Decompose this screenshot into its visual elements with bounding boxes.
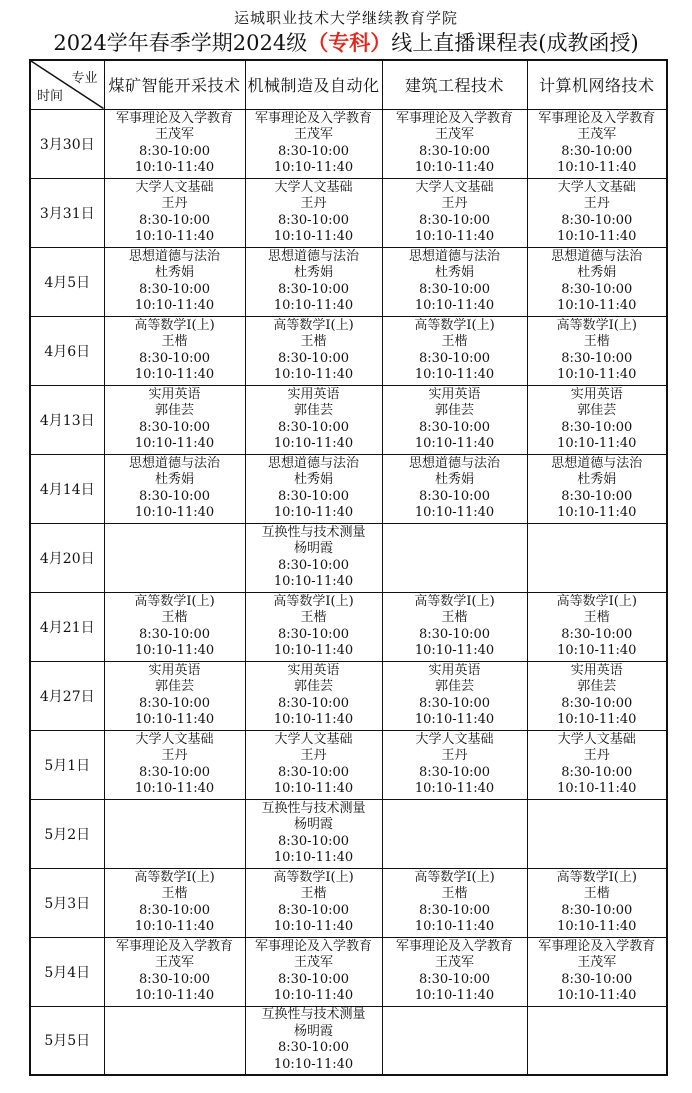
teacher-name: 王丹 xyxy=(583,196,610,211)
course-name: 高等数学Ⅰ(上) xyxy=(134,869,215,885)
date-cell: 5月1日 xyxy=(30,730,104,799)
school-name: 运城职业技术大学继续教育学院 xyxy=(233,9,458,27)
course-cell xyxy=(245,937,382,1006)
course-name: 思想道德与法治 xyxy=(267,248,359,264)
teacher-name: 王楷 xyxy=(161,334,188,349)
empty-cell xyxy=(527,799,667,868)
teacher-name: 杜秀娟 xyxy=(293,472,333,487)
session-time: 8:30-10:00 xyxy=(561,626,633,642)
course-cell xyxy=(245,454,382,523)
session-time: 8:30-10:00 xyxy=(418,626,491,642)
course-cell xyxy=(382,661,527,730)
course-cell xyxy=(527,109,667,178)
course-cell xyxy=(527,454,667,523)
teacher-name: 王楷 xyxy=(441,610,468,625)
course-cell xyxy=(245,178,382,247)
course-cell xyxy=(245,316,382,385)
course-name: 实用英语 xyxy=(148,386,201,402)
course-cell xyxy=(245,385,382,454)
session-time: 8:30-10:00 xyxy=(418,488,491,504)
header-row xyxy=(30,60,667,109)
session-time: 10:10-11:40 xyxy=(273,712,354,727)
teacher-name: 郭佳芸 xyxy=(154,679,194,694)
date-cell: 4月27日 xyxy=(30,661,104,730)
session-time: 8:30-10:00 xyxy=(277,695,350,711)
session-time: 8:30-10:00 xyxy=(277,902,350,918)
session-time: 10:10-11:40 xyxy=(273,850,354,865)
teacher-name: 杜秀娟 xyxy=(293,265,333,280)
empty-cell xyxy=(382,799,527,868)
session-time: 10:10-11:40 xyxy=(557,505,637,520)
session-time: 10:10-11:40 xyxy=(134,298,215,313)
course-name: 实用英语 xyxy=(570,386,623,402)
major-header: 机械制造及自动化 xyxy=(245,60,382,109)
teacher-name: 杜秀娟 xyxy=(577,472,617,487)
teacher-name: 王楷 xyxy=(161,610,188,625)
course-cell xyxy=(245,109,382,178)
course-cell xyxy=(245,247,382,316)
session-time: 8:30-10:00 xyxy=(138,350,211,366)
session-time: 8:30-10:00 xyxy=(138,764,211,780)
date-cell: 4月5日 xyxy=(30,247,104,316)
teacher-name: 杨明霞 xyxy=(293,541,333,556)
session-time: 10:10-11:40 xyxy=(414,298,495,313)
schedule-table xyxy=(29,59,668,1076)
teacher-name: 郭佳芸 xyxy=(154,403,194,418)
course-name: 大学人文基础 xyxy=(135,731,214,747)
session-time: 8:30-10:00 xyxy=(277,488,350,504)
date-cell: 5月5日 xyxy=(30,1006,104,1075)
teacher-name: 杨明霞 xyxy=(293,1023,333,1039)
table-row xyxy=(30,868,667,937)
teacher-name: 王丹 xyxy=(583,748,610,763)
session-time: 10:10-11:40 xyxy=(414,781,495,796)
session-time: 10:10-11:40 xyxy=(273,229,354,244)
teacher-name: 王楷 xyxy=(583,886,610,901)
teacher-name: 王楷 xyxy=(583,610,610,625)
course-cell xyxy=(382,937,527,1006)
date-cell: 4月14日 xyxy=(30,454,104,523)
session-time: 10:10-11:40 xyxy=(414,436,495,451)
session-time: 8:30-10:00 xyxy=(277,281,350,297)
course-cell xyxy=(527,592,667,661)
session-time: 10:10-11:40 xyxy=(557,436,637,451)
session-time: 8:30-10:00 xyxy=(277,1040,350,1056)
teacher-name: 王丹 xyxy=(161,196,188,211)
course-cell xyxy=(104,178,245,247)
session-time: 8:30-10:00 xyxy=(561,143,633,159)
teacher-name: 王丹 xyxy=(441,748,468,763)
course-name: 大学人文基础 xyxy=(274,731,353,747)
teacher-name: 郭佳芸 xyxy=(577,679,617,694)
course-cell xyxy=(104,868,245,937)
teacher-name: 杨明霞 xyxy=(293,817,333,832)
teacher-name: 王茂军 xyxy=(293,127,333,142)
session-time: 10:10-11:40 xyxy=(273,919,354,934)
empty-cell xyxy=(104,523,245,592)
empty-cell xyxy=(382,523,527,592)
session-time: 8:30-10:00 xyxy=(138,971,211,987)
course-name: 思想道德与法治 xyxy=(408,248,500,264)
empty-cell xyxy=(382,1006,527,1075)
session-time: 8:30-10:00 xyxy=(561,350,633,366)
session-time: 10:10-11:40 xyxy=(273,298,354,313)
table-row xyxy=(30,799,667,868)
session-time: 8:30-10:00 xyxy=(418,764,491,780)
course-name: 思想道德与法治 xyxy=(267,455,359,471)
session-time: 8:30-10:00 xyxy=(277,971,350,987)
teacher-name: 王丹 xyxy=(300,196,327,211)
title-prefix: 2024学年春季学期2024级 xyxy=(53,31,308,55)
title-suffix: 线上直播课程表(成教函授) xyxy=(391,31,639,55)
table-row xyxy=(30,661,667,730)
course-name: 军事理论及入学教育 xyxy=(395,110,513,126)
session-time: 10:10-11:40 xyxy=(273,505,354,520)
table-row xyxy=(30,592,667,661)
course-cell xyxy=(382,385,527,454)
course-name: 高等数学Ⅰ(上) xyxy=(414,317,495,333)
teacher-name: 郭佳芸 xyxy=(577,403,617,418)
session-time: 8:30-10:00 xyxy=(138,281,211,297)
session-time: 10:10-11:40 xyxy=(557,712,637,727)
course-cell xyxy=(245,730,382,799)
empty-cell xyxy=(104,799,245,868)
date-cell: 3月31日 xyxy=(30,178,104,247)
session-time: 10:10-11:40 xyxy=(414,919,495,934)
session-time: 8:30-10:00 xyxy=(561,695,633,711)
session-time: 10:10-11:40 xyxy=(557,298,637,313)
session-time: 10:10-11:40 xyxy=(273,643,354,658)
course-cell xyxy=(104,661,245,730)
course-cell xyxy=(104,109,245,178)
session-time: 10:10-11:40 xyxy=(557,643,637,658)
teacher-name: 杜秀娟 xyxy=(154,472,194,487)
course-name: 大学人文基础 xyxy=(415,731,494,747)
table-row xyxy=(30,937,667,1006)
teacher-name: 王丹 xyxy=(300,748,327,763)
course-cell xyxy=(527,385,667,454)
course-cell xyxy=(104,937,245,1006)
course-name: 互换性与技术测量 xyxy=(261,1007,366,1023)
table-row xyxy=(30,109,667,178)
session-time: 8:30-10:00 xyxy=(277,626,350,642)
course-cell xyxy=(527,868,667,937)
schedule-body xyxy=(30,109,667,1075)
course-cell xyxy=(382,109,527,178)
course-name: 军事理论及入学教育 xyxy=(115,938,233,954)
course-cell xyxy=(245,799,382,868)
course-cell xyxy=(104,592,245,661)
session-time: 8:30-10:00 xyxy=(418,419,491,435)
session-time: 10:10-11:40 xyxy=(557,367,637,382)
course-cell xyxy=(382,247,527,316)
teacher-name: 王楷 xyxy=(583,334,610,349)
session-time: 10:10-11:40 xyxy=(134,436,215,451)
session-time: 10:10-11:40 xyxy=(414,229,495,244)
course-name: 大学人文基础 xyxy=(557,179,636,195)
teacher-name: 郭佳芸 xyxy=(434,679,474,694)
session-time: 10:10-11:40 xyxy=(273,160,354,175)
course-cell xyxy=(527,247,667,316)
course-name: 军事理论及入学教育 xyxy=(395,938,513,954)
teacher-name: 郭佳芸 xyxy=(293,403,333,418)
teacher-name: 王茂军 xyxy=(293,955,333,970)
session-time: 10:10-11:40 xyxy=(557,781,637,796)
course-name: 高等数学Ⅰ(上) xyxy=(273,317,354,333)
session-time: 8:30-10:00 xyxy=(418,695,491,711)
session-time: 8:30-10:00 xyxy=(138,695,211,711)
course-cell xyxy=(104,385,245,454)
session-time: 8:30-10:00 xyxy=(138,488,211,504)
session-time: 10:10-11:40 xyxy=(134,919,215,934)
session-time: 8:30-10:00 xyxy=(418,212,491,228)
course-cell xyxy=(382,730,527,799)
empty-cell xyxy=(104,1006,245,1075)
session-time: 10:10-11:40 xyxy=(414,160,495,175)
session-time: 8:30-10:00 xyxy=(561,902,633,918)
session-time: 10:10-11:40 xyxy=(557,988,637,1003)
teacher-name: 王茂军 xyxy=(434,127,474,142)
course-name: 实用英语 xyxy=(148,662,201,678)
session-time: 10:10-11:40 xyxy=(273,367,354,382)
session-time: 8:30-10:00 xyxy=(138,419,211,435)
course-cell xyxy=(245,523,382,592)
session-time: 8:30-10:00 xyxy=(277,212,350,228)
teacher-name: 王丹 xyxy=(161,748,188,763)
session-time: 8:30-10:00 xyxy=(138,902,211,918)
session-time: 10:10-11:40 xyxy=(557,160,637,175)
course-name: 高等数学Ⅰ(上) xyxy=(273,593,354,609)
course-cell xyxy=(527,661,667,730)
table-row xyxy=(30,247,667,316)
session-time: 10:10-11:40 xyxy=(134,367,215,382)
course-name: 高等数学Ⅰ(上) xyxy=(414,869,495,885)
course-name: 高等数学Ⅰ(上) xyxy=(556,869,637,885)
session-time: 10:10-11:40 xyxy=(414,505,495,520)
course-name: 军事理论及入学教育 xyxy=(254,938,372,954)
table-row xyxy=(30,385,667,454)
session-time: 8:30-10:00 xyxy=(418,350,491,366)
teacher-name: 郭佳芸 xyxy=(434,403,474,418)
session-time: 10:10-11:40 xyxy=(414,988,495,1003)
course-name: 军事理论及入学教育 xyxy=(115,110,233,126)
session-time: 10:10-11:40 xyxy=(414,643,495,658)
major-header: 计算机网络技术 xyxy=(527,60,667,109)
session-time: 8:30-10:00 xyxy=(418,143,491,159)
date-cell: 4月21日 xyxy=(30,592,104,661)
course-name: 实用英语 xyxy=(570,662,623,678)
table-row xyxy=(30,316,667,385)
course-name: 大学人文基础 xyxy=(557,731,636,747)
session-time: 8:30-10:00 xyxy=(561,764,633,780)
teacher-name: 杜秀娟 xyxy=(434,472,474,487)
date-cell: 4月13日 xyxy=(30,385,104,454)
corner-cell xyxy=(30,60,104,109)
teacher-name: 杜秀娟 xyxy=(434,265,474,280)
course-name: 高等数学Ⅰ(上) xyxy=(273,869,354,885)
teacher-name: 王茂军 xyxy=(434,955,474,970)
course-name: 思想道德与法治 xyxy=(128,248,220,264)
session-time: 10:10-11:40 xyxy=(134,712,215,727)
major-header: 煤矿智能开采技术 xyxy=(104,60,245,109)
course-name: 思想道德与法治 xyxy=(551,455,643,471)
table-row xyxy=(30,454,667,523)
session-time: 10:10-11:40 xyxy=(414,712,495,727)
session-time: 8:30-10:00 xyxy=(418,281,491,297)
course-cell xyxy=(527,178,667,247)
teacher-name: 王丹 xyxy=(441,196,468,211)
course-name: 互换性与技术测量 xyxy=(261,800,366,816)
teacher-name: 郭佳芸 xyxy=(293,679,333,694)
course-name: 大学人文基础 xyxy=(415,179,494,195)
course-cell xyxy=(104,316,245,385)
session-time: 10:10-11:40 xyxy=(557,919,637,934)
course-cell xyxy=(527,730,667,799)
course-name: 军事理论及入学教育 xyxy=(538,938,656,954)
session-time: 8:30-10:00 xyxy=(277,350,350,366)
course-cell xyxy=(245,661,382,730)
session-time: 8:30-10:00 xyxy=(138,626,211,642)
course-name: 高等数学Ⅰ(上) xyxy=(556,317,637,333)
course-cell xyxy=(382,592,527,661)
course-name: 实用英语 xyxy=(287,386,340,402)
course-cell xyxy=(245,1006,382,1075)
title-highlight: （专科） xyxy=(307,30,392,55)
session-time: 10:10-11:40 xyxy=(414,367,495,382)
course-cell xyxy=(382,454,527,523)
course-cell xyxy=(245,868,382,937)
session-time: 10:10-11:40 xyxy=(557,229,637,244)
course-name: 思想道德与法治 xyxy=(408,455,500,471)
session-time: 10:10-11:40 xyxy=(273,436,354,451)
session-time: 10:10-11:40 xyxy=(134,781,215,796)
course-cell xyxy=(527,316,667,385)
teacher-name: 王楷 xyxy=(161,886,188,901)
course-name: 思想道德与法治 xyxy=(128,455,220,471)
teacher-name: 王楷 xyxy=(441,886,468,901)
session-time: 10:10-11:40 xyxy=(134,229,215,244)
course-cell xyxy=(104,247,245,316)
table-row xyxy=(30,178,667,247)
major-header: 建筑工程技术 xyxy=(382,60,527,109)
date-cell: 3月30日 xyxy=(30,109,104,178)
session-time: 10:10-11:40 xyxy=(134,988,215,1003)
session-time: 10:10-11:40 xyxy=(273,988,354,1003)
page-title xyxy=(0,29,692,57)
course-cell xyxy=(104,454,245,523)
table-row xyxy=(30,730,667,799)
session-time: 8:30-10:00 xyxy=(277,557,350,573)
teacher-name: 王楷 xyxy=(441,334,468,349)
teacher-name: 王楷 xyxy=(300,610,327,625)
course-cell xyxy=(382,868,527,937)
session-time: 10:10-11:40 xyxy=(273,1056,354,1072)
table-row xyxy=(30,1006,667,1075)
course-name: 高等数学Ⅰ(上) xyxy=(134,317,215,333)
session-time: 10:10-11:40 xyxy=(134,160,215,175)
session-time: 8:30-10:00 xyxy=(138,212,211,228)
corner-major-label: 专业 xyxy=(71,71,98,86)
teacher-name: 王楷 xyxy=(300,334,327,349)
course-name: 大学人文基础 xyxy=(274,179,353,195)
date-cell: 5月4日 xyxy=(30,937,104,1006)
session-time: 8:30-10:00 xyxy=(277,143,350,159)
session-time: 8:30-10:00 xyxy=(277,764,350,780)
session-time: 8:30-10:00 xyxy=(418,971,491,987)
table-row xyxy=(30,523,667,592)
teacher-name: 杜秀娟 xyxy=(577,265,617,280)
course-name: 实用英语 xyxy=(428,662,481,678)
date-cell: 5月2日 xyxy=(30,799,104,868)
course-name: 军事理论及入学教育 xyxy=(254,110,372,126)
date-cell: 4月20日 xyxy=(30,523,104,592)
date-cell: 4月6日 xyxy=(30,316,104,385)
session-time: 10:10-11:40 xyxy=(273,781,354,796)
session-time: 8:30-10:00 xyxy=(561,281,633,297)
course-name: 军事理论及入学教育 xyxy=(538,110,656,126)
empty-cell xyxy=(527,1006,667,1075)
session-time: 8:30-10:00 xyxy=(561,488,633,504)
session-time: 10:10-11:40 xyxy=(134,505,215,520)
teacher-name: 王茂军 xyxy=(154,955,194,970)
session-time: 10:10-11:40 xyxy=(134,643,215,658)
session-time: 8:30-10:00 xyxy=(561,212,633,228)
course-cell xyxy=(245,592,382,661)
session-time: 10:10-11:40 xyxy=(273,574,354,589)
course-cell xyxy=(104,730,245,799)
course-name: 高等数学Ⅰ(上) xyxy=(414,593,495,609)
teacher-name: 杜秀娟 xyxy=(154,265,194,280)
session-time: 8:30-10:00 xyxy=(418,902,491,918)
session-time: 8:30-10:00 xyxy=(138,143,211,159)
course-cell xyxy=(382,178,527,247)
corner-time-label: 时间 xyxy=(37,88,64,104)
course-name: 实用英语 xyxy=(287,662,340,678)
teacher-name: 王茂军 xyxy=(577,955,617,970)
session-time: 8:30-10:00 xyxy=(561,419,633,435)
teacher-name: 王楷 xyxy=(300,886,327,901)
course-name: 实用英语 xyxy=(428,386,481,402)
session-time: 8:30-10:00 xyxy=(277,833,350,849)
date-cell: 5月3日 xyxy=(30,868,104,937)
course-name: 互换性与技术测量 xyxy=(261,524,366,540)
course-name: 思想道德与法治 xyxy=(551,248,643,264)
session-time: 8:30-10:00 xyxy=(277,419,350,435)
teacher-name: 王茂军 xyxy=(154,127,194,142)
course-cell xyxy=(527,937,667,1006)
session-time: 8:30-10:00 xyxy=(561,971,633,987)
course-name: 高等数学Ⅰ(上) xyxy=(134,593,215,609)
course-name: 高等数学Ⅰ(上) xyxy=(556,593,637,609)
empty-cell xyxy=(527,523,667,592)
teacher-name: 王茂军 xyxy=(577,127,617,142)
course-name: 大学人文基础 xyxy=(135,179,214,195)
course-cell xyxy=(382,316,527,385)
